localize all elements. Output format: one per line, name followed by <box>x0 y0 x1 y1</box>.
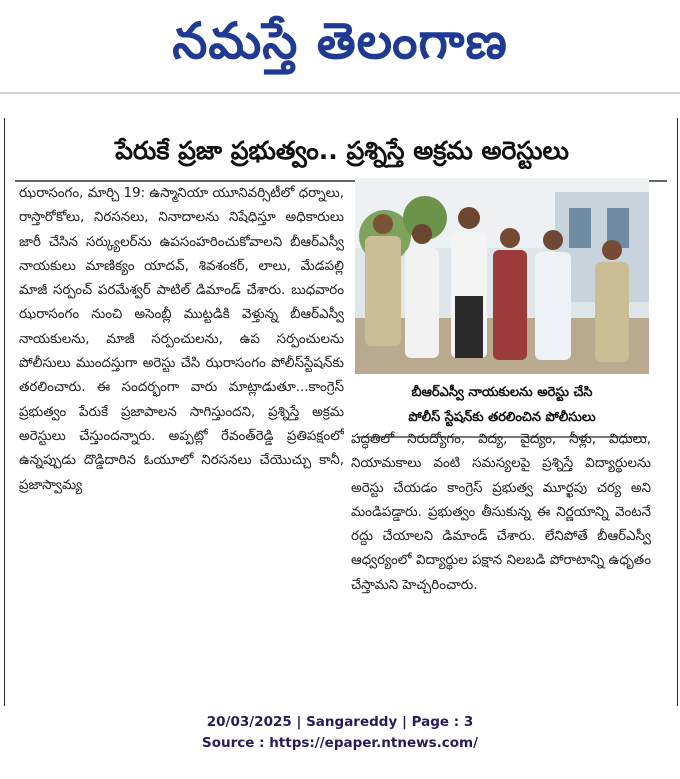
article-paragraph-left: ఝరాసంగం, మార్చి 19: ఉస్మానియా యూనివర్సిటీలో ధర్నాలు, రాస్తారోకోలు, నిరసనలు, నినాదాలను నిషేధిస్తూ అధికారులు జారీ చేసిన సర్క్యులర్‌ను ఉపసంహరించుకోవాలని బీఆర్‌ఎస్వీ నాయకులు మాణిక్యం యాదవ్, శివశంకర్, లాలు, మేడపల్లి మాజీ సర్పంచ్ పరమేశ్వర్ పాటిల్ డిమాండ్ చేశారు. బుధవారం ఝరాసంగం నుంచి అసెంబ్లీ ముట్టడికి వెళ్తున్న బీఆర్‌ఎస్వీ నాయకులను, మాజీ సర్పంచులను, ఉప సర్పంచులను పోలీసులు ముందస్తుగా అరెస్టు చేసి ఝరాసంగం పోలీస్‌స్టేషన్‌కు తరలించారు. ఈ సందర్భంగా వారు మాట్లాడుతూ...కాంగ్రెస్ ప్రభుత్వం పేరుకే ప్రజాపాలన సాగిస్తుందని, ప్రశ్నిస్తే అక్రమ అరెస్టులు చేస్తుందన్నారు. అప్పట్లో రేవంత్‌రెడ్డి ప్రతిపక్షంలో ఉన్నప్పుడు దొడ్డిదారిన ఓయూలో నిరసనలు చేయొచ్చు కానీ, ప్రజాస్వామ్య <box>19 186 344 493</box>
photo-illustration <box>355 178 649 374</box>
article-headline: పేరుకే ప్రజా ప్రభుత్వం.. ప్రశ్నిస్తే అక్రమ అరెస్టులు <box>115 136 569 165</box>
article-paragraph-right: పద్ధతిలో నిరుద్యోగం, విద్య, వైద్యం, నీళ్లు, విధులు, నియామకాలు వంటి సమస్యలపై ప్రశ్నిస్తే విద్యార్థులను అరెస్టు చేయడం కాంగ్రెస్ ప్రభుత్వ మూర్ఖపు చర్య అని మండిపడ్డారు. ప్రభుత్వం తీసుకున్న ఈ నిర్ణయాన్ని వెంటనే రద్దు చేయాలని డిమాండ్ చేశారు. లేనిపోతే బీఆర్‌ఎస్వీ ఆధ్వర్యంలో విద్యార్థుల పక్షాన నిలబడి పోరాటాన్ని ఉధృతం చేస్తామని హెచ్చరించారు. <box>351 432 651 593</box>
photo-caption-line-1: బీఆర్‌ఎస్వీ నాయకులను అరెస్టు చేసి <box>411 385 593 400</box>
article-clipping <box>4 118 678 706</box>
footer-date-edition: 20/03/2025 | Sangareddy | Page : 3 <box>206 714 474 730</box>
newspaper-logo: నమస్తే తెలంగాణ <box>172 11 508 70</box>
masthead <box>0 0 680 96</box>
article-body-left-column <box>19 182 344 704</box>
page-footer <box>0 712 680 754</box>
photo-caption-line-2: పోలీస్ స్టేషన్‌కు తరలించిన పోలీసులు <box>408 410 596 425</box>
news-photo <box>355 178 649 374</box>
article-body-right-column <box>351 428 651 668</box>
masthead-divider <box>0 92 680 94</box>
footer-source: Source : https://epaper.ntnews.com/ <box>201 735 479 751</box>
